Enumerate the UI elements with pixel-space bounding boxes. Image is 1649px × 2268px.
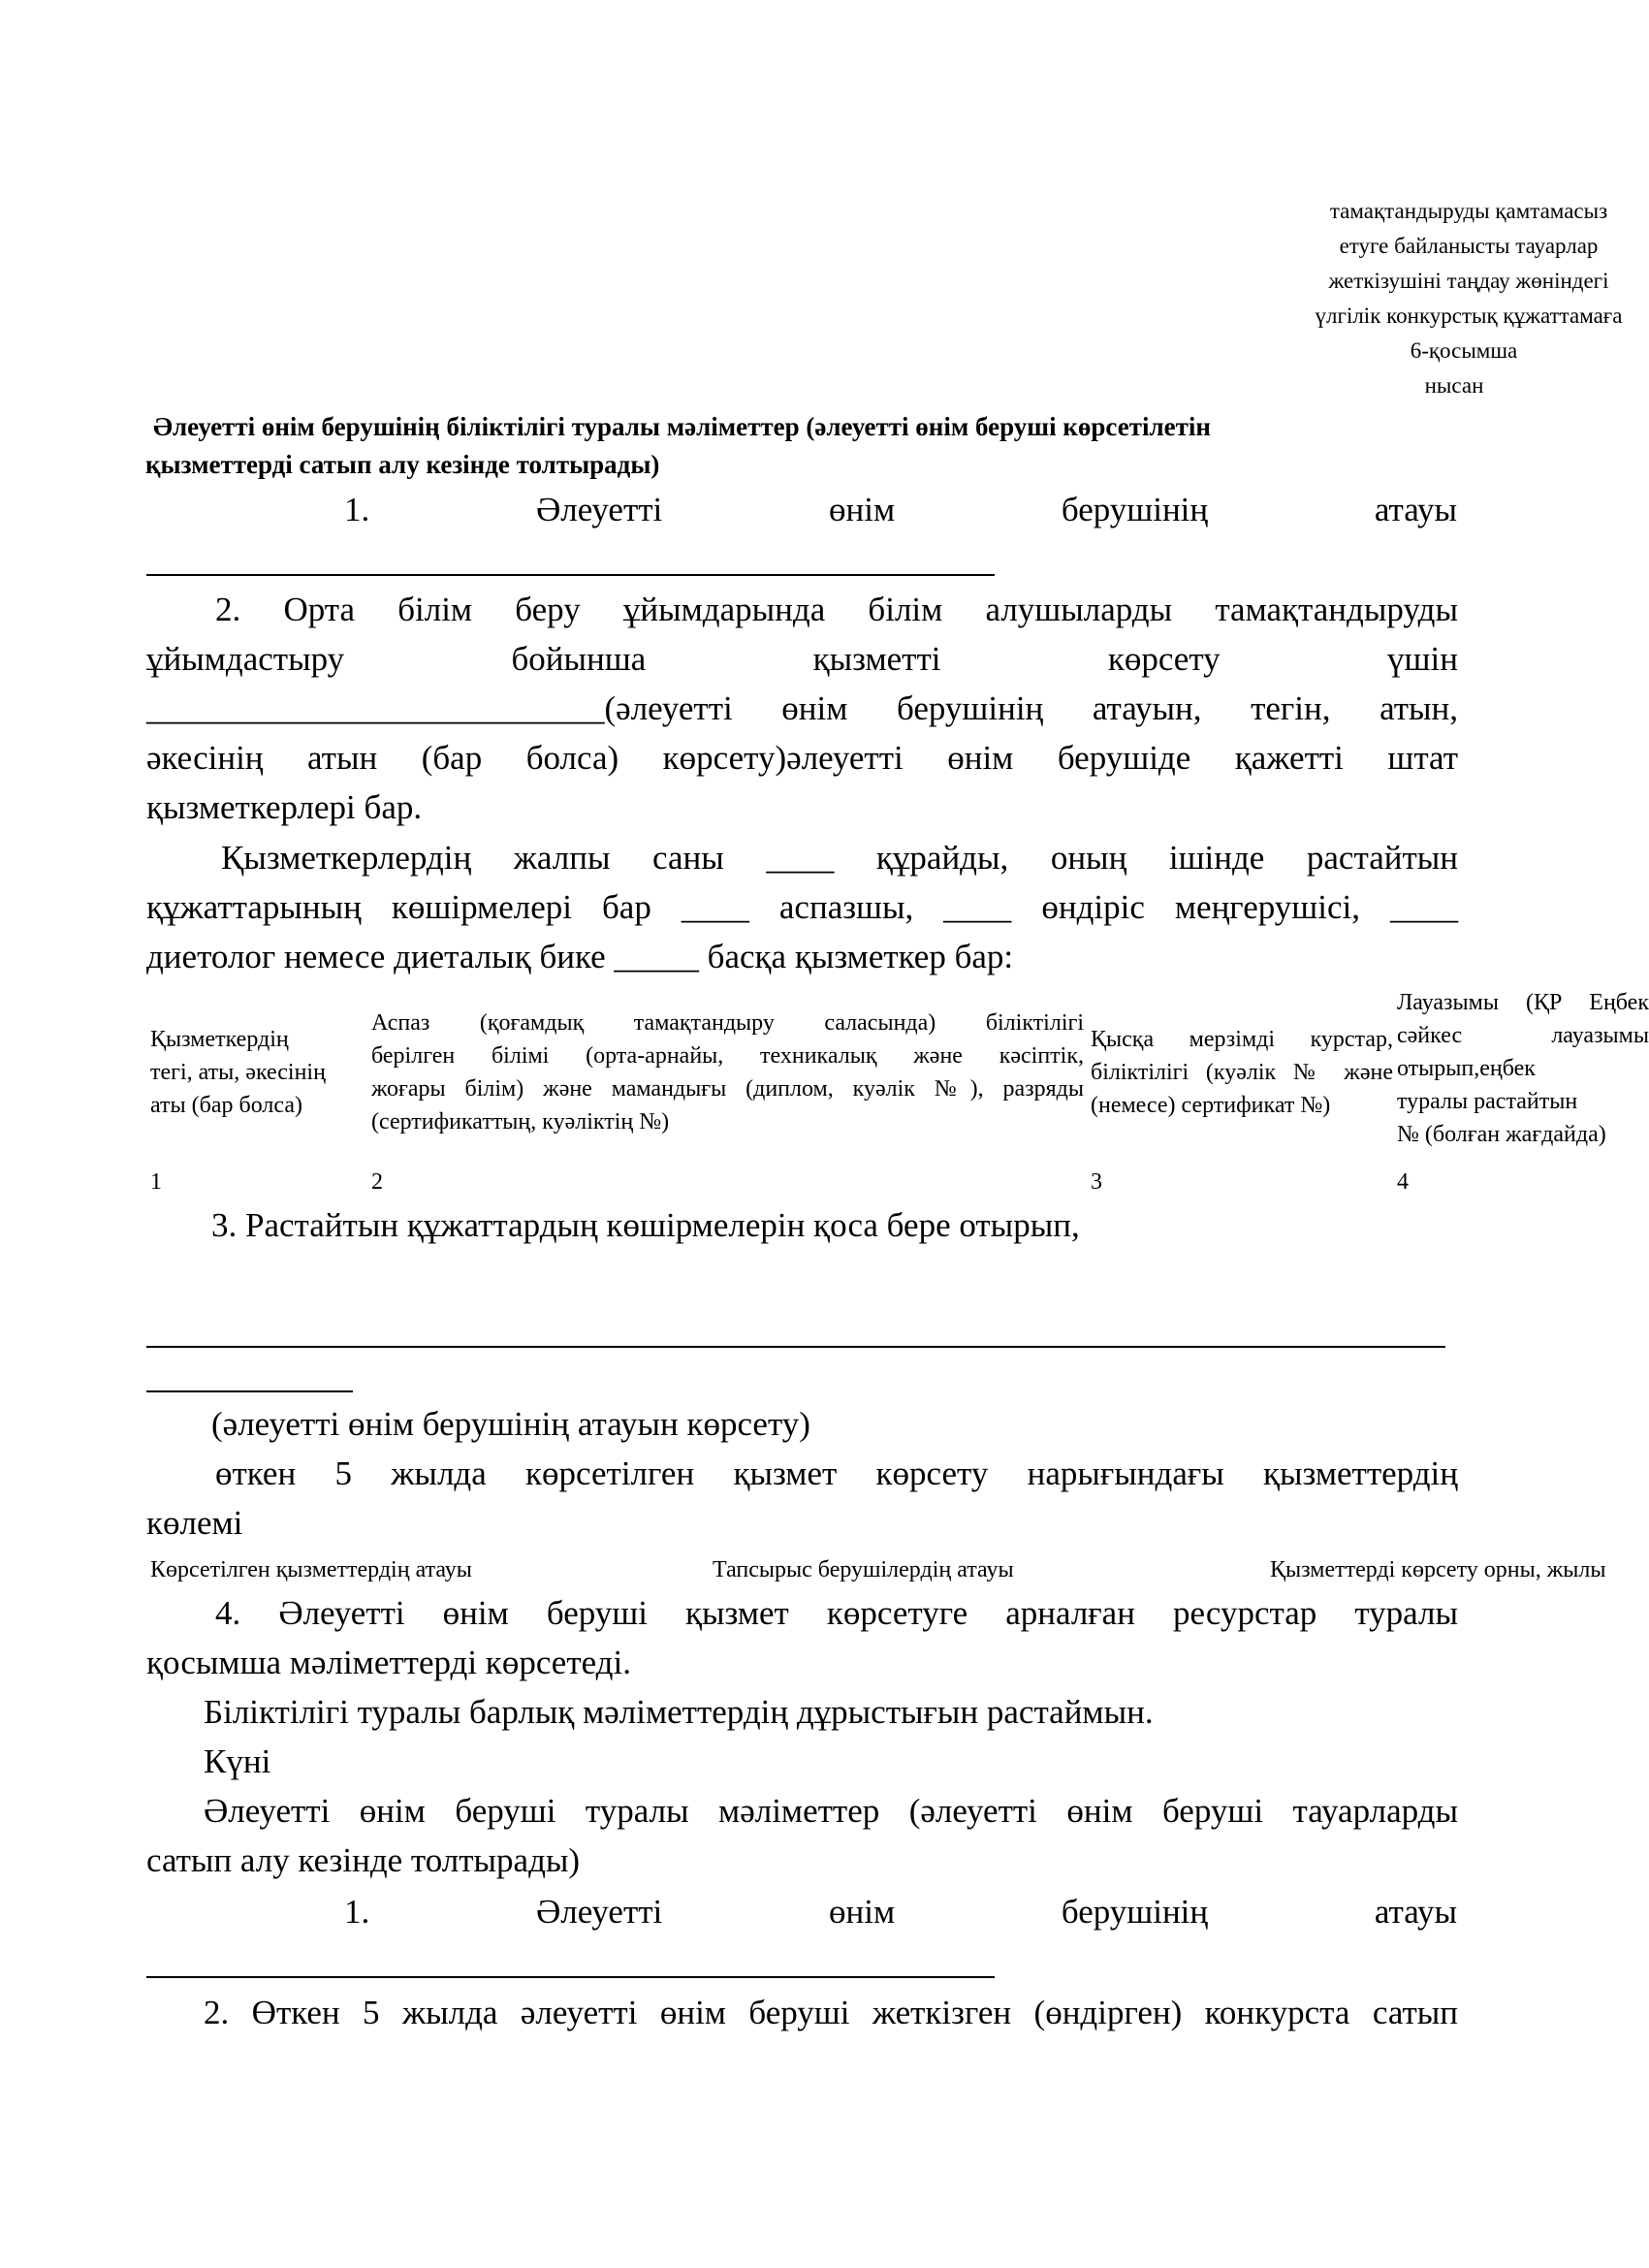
item-2-word: ұйымдастыру [146, 640, 345, 678]
cell-line: берілген білімі (орта-арнайы, техникалық және кәсіптік, [371, 1043, 1084, 1069]
staff-line: құжаттарының көшірмелері бар ____ аспазшы, ____ өндіріс меңгерушісі, ____ [146, 888, 1458, 926]
item-2-line: әкесінің атын (бар болса) көрсету)әлеуетті өнім берушіде қажетті штат [146, 739, 1458, 777]
item-2-line: ___________________________(әлеуетті өнім берушінің атауын, тегін, атын, [146, 689, 1458, 727]
provider-blank-line[interactable] [146, 1346, 1445, 1348]
goods-item-2-line: 2. Өткен 5 жылда әлеуетті өнім беруші жеткізген (өндірген) конкурста сатып [204, 1994, 1458, 2031]
confirm-statement: Біліктілігі туралы барлық мәліметтердің дұрыстығын растаймын. [204, 1693, 1154, 1731]
item-2-line [146, 634, 1458, 684]
staff-table-col-number: 2 [371, 1169, 383, 1195]
date-label: Күні [204, 1742, 271, 1780]
item-1-word: берушінің [1061, 491, 1209, 528]
staff-table-header-col2 [371, 1006, 1084, 1138]
cell-line: Қызметкердің [150, 1027, 289, 1052]
note-line: жеткізушіні таңдау жөніндегі [1328, 269, 1609, 293]
cell-line: (сертификаттың, куәліктің №) [371, 1109, 670, 1134]
volume-line: көлемі [146, 1504, 243, 1542]
item-2-line: қызметкерлері бар. [146, 788, 423, 826]
item-1-line [344, 485, 1457, 534]
item-2-line: 2. Орта білім беру ұйымдарында білім алушыларды тамақтандыруды [215, 591, 1458, 628]
section-title [145, 408, 1483, 484]
cell-line: жоғары білім) және мамандығы (диплом, куәлік №), разряды [371, 1076, 1084, 1102]
staff-table-header-col1 [150, 1023, 368, 1122]
cell-line: (немесе) сертификат №) [1091, 1093, 1331, 1118]
services-header-customers: Тапсырыс берушілердің атауы [713, 1557, 1014, 1582]
goods-section-title: Әлеуетті өнім беруші туралы мәліметтер (әлеуетті өнім беруші тауарларды [204, 1792, 1458, 1830]
cell-line: Лауазымы (ҚР Еңбек [1397, 990, 1649, 1015]
staff-table-header-col3 [1091, 1023, 1393, 1122]
item-2-word: үшін [1387, 640, 1458, 678]
item-3-line: 3. Растайтын құжаттардың көшірмелерін қоса бере отырып, [211, 1206, 1080, 1244]
staff-table-col-number: 3 [1091, 1169, 1102, 1195]
staff-table-col-number: 4 [1397, 1169, 1409, 1195]
cell-line: Аспаз (қоғамдық тамақтандыру саласында) біліктілігі [371, 1010, 1084, 1036]
services-header-place-year: Қызметтерді көрсету орны, жылы [1270, 1557, 1606, 1582]
section-title-line: қызметтерді сатып алу кезінде толтырады) [145, 450, 660, 479]
goods-item-1-number: 1. [344, 1893, 370, 1931]
cell-line: тегі, аты, әкесінің [150, 1060, 326, 1085]
volume-line: өткен 5 жылда көрсетілген қызмет көрсету нарығындағы қызметтердің [215, 1454, 1458, 1492]
goods-item-1-line [344, 1887, 1457, 1936]
services-header-name: Көрсетілген қызметтердің атауы [150, 1557, 472, 1582]
item-2-word: көрсету [1107, 640, 1221, 678]
goods-item-1-word: атауы [1374, 1893, 1457, 1931]
item-1-word: атауы [1374, 491, 1457, 528]
cell-line: туралы растайтын [1397, 1089, 1578, 1114]
note-line: үлгілік конкурстық құжаттамаға [1315, 303, 1623, 328]
name-blank-line[interactable] [146, 574, 995, 576]
goods-section-title: сатып алу кезінде толтырады) [146, 1841, 581, 1879]
staff-table-header-col4 [1397, 986, 1649, 1151]
item-4-line: қосымша мәліметтерді көрсетеді. [146, 1644, 631, 1681]
item-1-number: 1. [344, 491, 370, 528]
note-line: етуге байланысты тауарлар [1339, 234, 1599, 258]
item-4-line: 4. Әлеуетті өнім беруші қызмет көрсетуге арналған ресурстар туралы [215, 1594, 1458, 1632]
section-title-line: Әлеуетті өнім берушінің біліктілігі туралы мәліметтер (әлеуетті өнім беруші көрсетілетін [153, 412, 1211, 441]
goods-item-1-word: берушінің [1061, 1893, 1209, 1931]
appendix-note [1309, 194, 1629, 403]
note-line: тамақтандыруды қамтамасыз [1329, 199, 1608, 223]
staff-line: диетолог немесе диеталық бике _____ басқа қызметкер бар: [146, 938, 1014, 975]
goods-item-1-word: өнім [829, 1893, 896, 1931]
item-2-word: қызметті [812, 640, 941, 678]
cell-line: Қысқа мерзімді курстар, [1091, 1027, 1393, 1052]
staff-table-col-number: 1 [150, 1169, 162, 1195]
cell-line: № (болған жағдайда) [1397, 1122, 1606, 1147]
cell-line: біліктілігі (куәлік № және [1091, 1060, 1393, 1085]
provider-hint: (әлеуетті өнім берушінің атауын көрсету) [211, 1405, 810, 1443]
appendix-number: 6-қосымша [1410, 338, 1518, 363]
cell-line: аты (бар болса) [150, 1093, 302, 1118]
item-2-word: бойынша [511, 640, 647, 678]
form-label: нысан [1424, 373, 1484, 398]
item-1-word: өнім [829, 491, 896, 528]
staff-line: Қызметкерлердің жалпы саны ____ құрайды, оның ішінде растайтын [221, 839, 1458, 877]
goods-item-1-word: Әлеуетті [535, 1893, 663, 1931]
cell-line: отырып,еңбек [1397, 1056, 1536, 1081]
cell-line: сәйкес лауазымы [1397, 1023, 1649, 1048]
goods-name-blank-line[interactable] [146, 1976, 995, 1978]
item-1-word: Әлеуетті [535, 491, 663, 528]
provider-blank-line-cont[interactable] [146, 1390, 353, 1392]
